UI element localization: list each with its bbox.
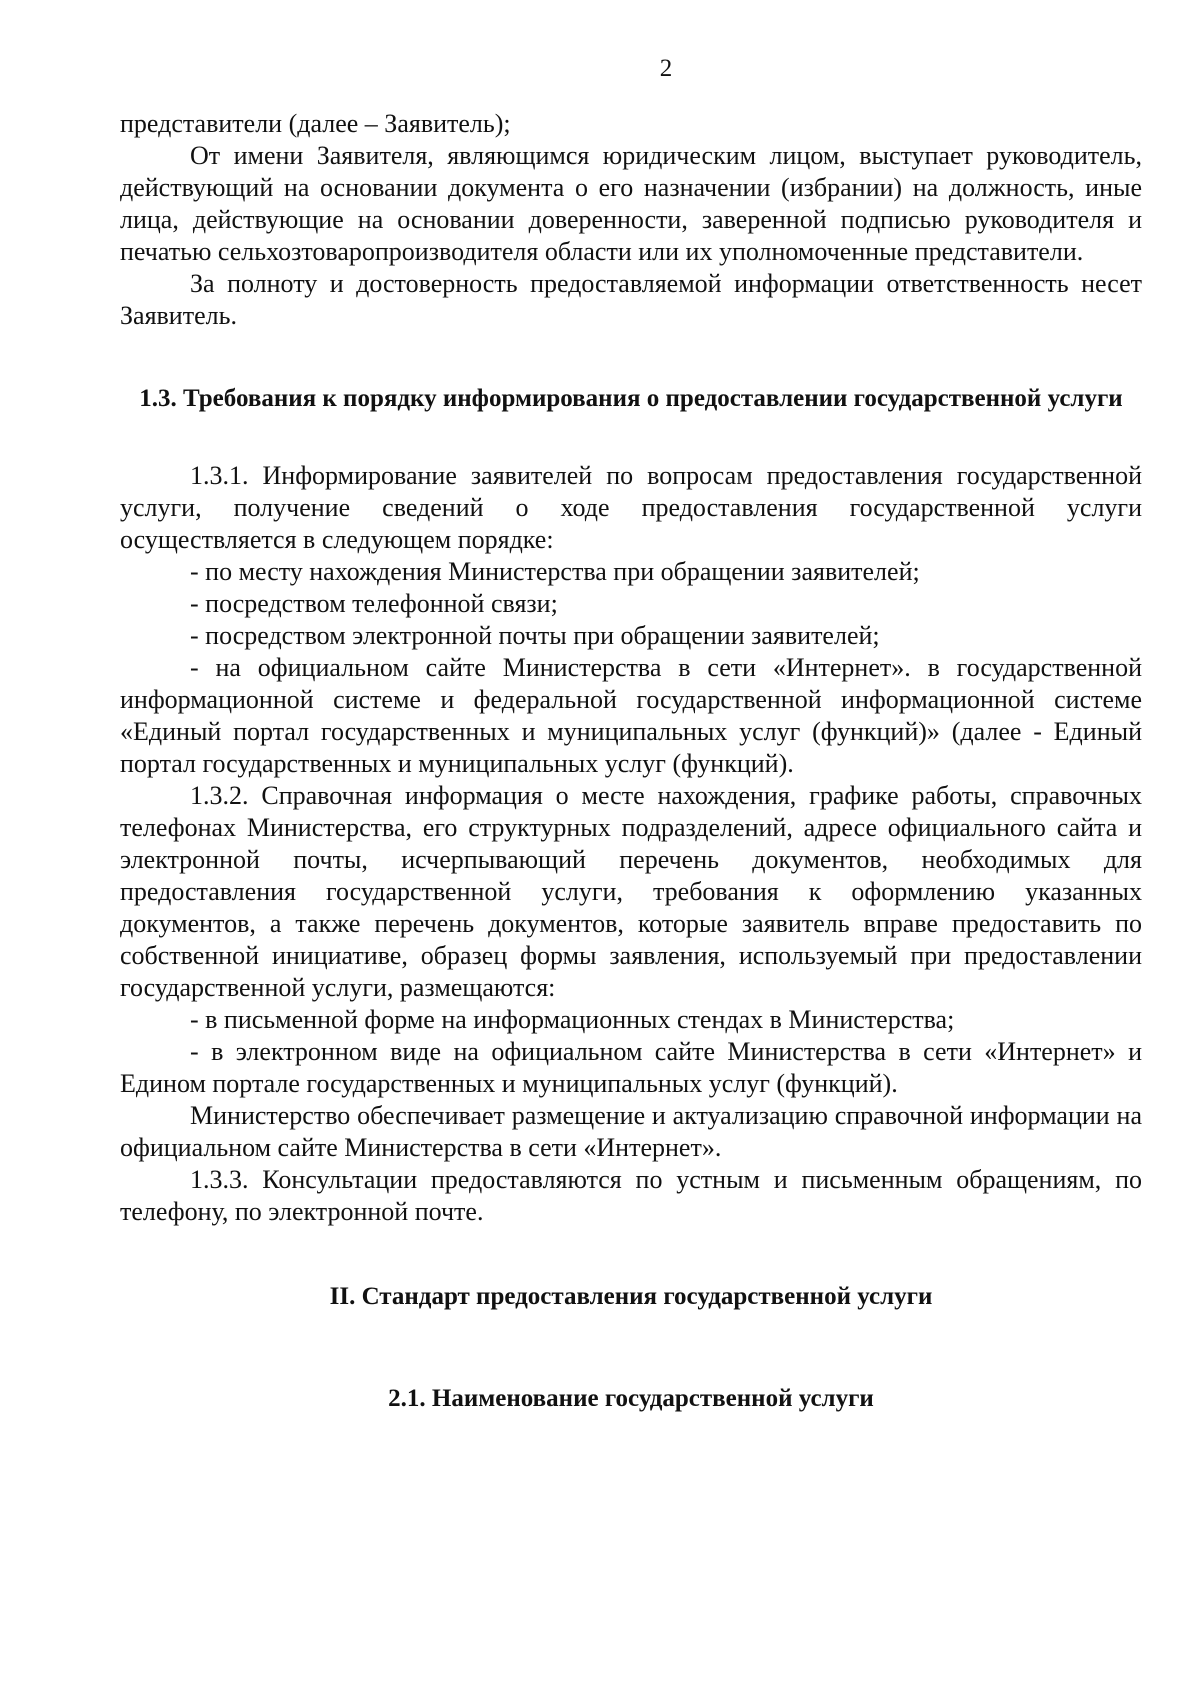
section-heading-1-3: 1.3. Требования к порядку информирования о предоставлении государственной услуги (139, 385, 1123, 412)
document-body (120, 108, 1142, 1416)
list-item: - в электронном виде на официальном сайте Министерства в сети «Интернет» и Едином портале государственных и муниципальных услуг (функций). (120, 1037, 1142, 1098)
paragraph: За полноту и достоверность предоставляемой информации ответственность несет Заявитель. (120, 269, 1142, 330)
page-number: 2 (659, 55, 673, 82)
paragraph: 1.3.1. Информирование заявителей по вопросам предоставления государственной услуги, получение сведений о ходе предоставления государственной услуги осуществляется в следующем порядке: (120, 461, 1142, 554)
paragraph: представители (далее – Заявитель); (120, 109, 511, 138)
list-item: - на официальном сайте Министерства в сети «Интернет». в государственной информационной системе и федеральной государственной информационной системе «Единый портал государственных и муниципальных услуг (функций)» (далее - Единый портал государственных и муниципальных услуг (функций). (120, 653, 1142, 778)
paragraph: Министерство обеспечивает размещение и актуализацию справочной информации на официальном сайте Министерства в сети «Интернет». (120, 1101, 1142, 1162)
section-heading-2-1: 2.1. Наименование государственной услуги (388, 1385, 874, 1412)
list-item: - в письменной форме на информационных стендах в Министерства; (190, 1005, 955, 1034)
list-item: - посредством телефонной связи; (190, 589, 558, 618)
list-item: - посредством электронной почты при обращении заявителей; (190, 621, 880, 650)
chapter-heading-2: II. Стандарт предоставления государственной услуги (329, 1283, 933, 1310)
paragraph: От имени Заявителя, являющимся юридическим лицом, выступает руководитель, действующий на основании документа о его назначении (избрании) на должность, иные лица, действующие на основании доверенности, заверенной подписью руководителя и печатью сельхозтоваропроизводителя области или их уполномоченные представители. (120, 141, 1142, 266)
list-item: - по месту нахождения Министерства при обращении заявителей; (190, 557, 920, 586)
paragraph: 1.3.2. Справочная информация о месте нахождения, графике работы, справочных телефонах Министерства, его структурных подразделений, адресе официального сайта и электронной почты, исчерпывающий перечень документов, необходимых для предоставления государственной услуги, требования к оформлению указанных документов, а также перечень документов, которые заявитель вправе предоставить по собственной инициативе, образец формы заявления, используемый при предоставлении государственной услуги, размещаются: (120, 781, 1142, 1002)
paragraph: 1.3.3. Консультации предоставляются по устным и письменным обращениям, по телефону, по электронной почте. (120, 1165, 1142, 1226)
